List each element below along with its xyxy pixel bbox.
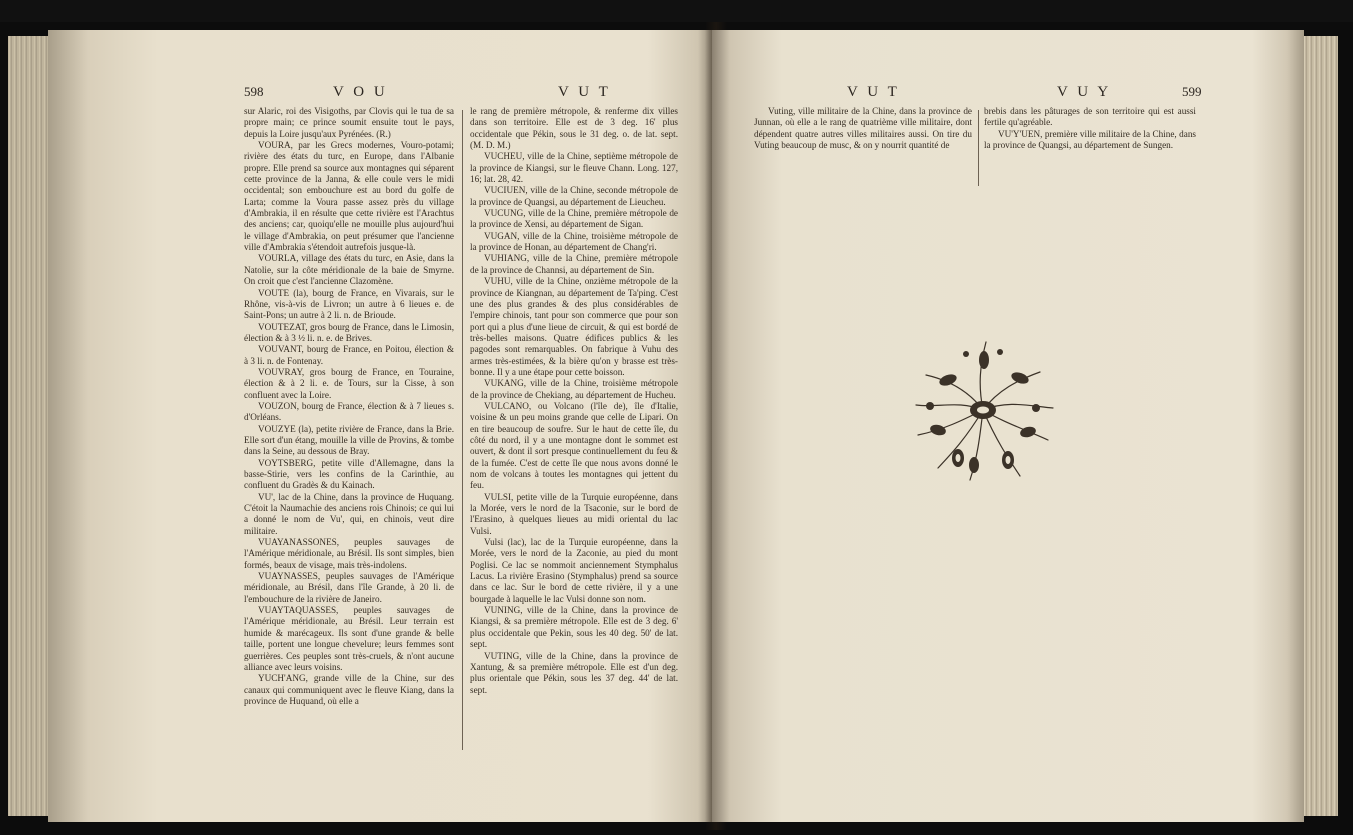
running-head-left: V U T [847, 84, 900, 100]
paragraph: YUCH'ANG, grande ville de la Chine, sur des canaux qui communiquent avec le fleuve Kiang, dans la province de Huquand, où elle a [244, 673, 454, 706]
paragraph: sur Alaric, roi des Visigoths, par Clovis qui le tua de sa propre main; ce prince soumit ensuite tout le pays, depuis la Loire jusqu'aux Pyrénées. (R.) [244, 106, 454, 139]
floral-ornament-icon [908, 330, 1058, 490]
paragraph: VOUTEZAT, gros bourg de France, dans le Limosin, élection & à 3 ½ li. n. e. de Brives. [244, 321, 454, 343]
paragraph: VOURLA, village des états du turc, en Asie, dans la Natolie, sur la côte méridionale de la baie de Smyrne. On croit que c'est l'ancienne Clazomène. [244, 253, 454, 287]
right-page-column-1 [754, 106, 972, 151]
page-number-right: 599 [1182, 84, 1202, 99]
paragraph: VUCHEU, ville de la Chine, septième métropole de la province de Kiangsi, sur le fleuve Chann. Long. 127, 16; lat. 28, 42. [470, 151, 678, 185]
paragraph: VU', lac de la Chine, dans la province de Huquang. C'étoit la Naumachie des anciens rois Chinois; ce qui lui a donné le nom de Vu', qui, en chinois, veut dire militaire. [244, 491, 454, 536]
paragraph: VU'Y'UEN, première ville militaire de la Chine, dans la province de Quangsi, au département de Sungen. [984, 128, 1196, 151]
paragraph: VUGAN, ville de la Chine, troisième métropole de la province de Honan, au département de Chang'ri. [470, 230, 678, 253]
left-page [48, 30, 712, 822]
paragraph: VUHIANG, ville de la Chine, première métropole de la province de Channsi, au département de Sin. [470, 253, 678, 275]
left-page-column-1 [244, 106, 454, 707]
paragraph: VUCIUEN, ville de la Chine, seconde métropole de la province de Quangsi, au département de Lieucheu. [470, 185, 678, 207]
paragraph: VULSI, petite ville de la Turquie européenne, dans la Morée, vers le nord de la Tsaconie, sur le bord de l'Erasino, à quelques lieues au midi oriental du lac Vulsi. [470, 491, 678, 536]
paragraph: VOUTE (la), bourg de France, en Vivarais, sur le Rhône, vis-à-vis de Livron; un autre à 6 lieues e. de Saint-Pons; un autre à 2 li. n. de Brioude. [244, 287, 454, 321]
paragraph: VOUVRAY, gros bourg de France, en Touraine, élection & à 2 li. e. de Tours, sur la Cisse, à son confluent avec la Loire. [244, 366, 454, 400]
right-page-edges [1298, 36, 1338, 816]
paragraph: VOURA, par les Grecs modernes, Vouro-potami; rivière des états du turc, en Europe, dans l'Albanie propre. Elle prend sa source aux montagnes qui séparent cette province de la Janna, & elle coule vers le midi occidental; son embouchure est au bord du golfe de Larta; comme la Voura passe assez près du village d'Ambrakia, il en résulte que cette rivière est l'Arachtus des anciens; car, quoiqu'elle ne mouille plus aujourd'hui le village d'Ambrakia, on peut présumer que l'ancienne ville d'Ambrakia s'étendoit autrefois jusque-là. [244, 140, 454, 253]
top-background [0, 0, 1353, 22]
paragraph: VUHU, ville de la Chine, onzième métropole de la province de Kiangnan, au département de Ta'ping. C'est une des plus grandes & des plus considérables de l'empire chinois, tant pour son commerce que pour son port qui a plus d'une lieue de circuit, & qui est bordé de très-belles maisons. Quatre édifices publics & les pagodes sont remarquables. On fabrique à Vuhu des armes très-estimées, & la bière qu'on y brasse est très-bonne. Il y a une étape pour cette boisson. [470, 276, 678, 377]
running-head-right: V U Y [1057, 84, 1112, 100]
paragraph: VUTING, ville de la Chine, dans la province de Xantung, & sa première métropole. Elle est d'un deg. plus orientale que Pékin, sous les 37 deg. 44' de lat. sept. [470, 650, 678, 695]
paragraph: le rang de première métropole, & renferme dix villes dans son territoire. Elle est de 3 deg. 16' plus occidentale que Pékin, sous le 31 deg. o. de lat. sept. (M. D. M.) [470, 106, 678, 151]
paragraph: VOUZYE (la), petite rivière de France, dans la Brie. Elle sort d'un étang, mouille la ville de Provins, & tombe dans la Seine, au dessous de Bray. [244, 423, 454, 457]
right-page-column-2 [984, 106, 1196, 151]
running-head-right: V U T [558, 84, 611, 100]
paragraph: VULCANO, ou Volcano (l'île de), île d'Italie, voisine & un peu moins grande que celle de Lipari. On en tire beaucoup de soufre. Sur le haut de cette île, du côté du nord, il y a une montagne dont le sommet est ouvert, & dont il sort presque continuellement du feu & de la fumée. C'est de cette île que nous avons donné le nom de volcans à toutes les montagnes qui jettent du feu. [470, 400, 678, 491]
paragraph: VUKANG, ville de la Chine, troisième métropole de la province de Chekiang, au département de Hucheu. [470, 378, 678, 400]
paragraph: Vulsi (lac), lac de la Turquie européenne, dans la Morée, vers le nord de la Zaconie, au pied du mont Poglisi. Ce lac se nommoit anciennement Stymphalus Lacus. La rivière Erasino (Stymphalus) prend sa source dans ce lac. Sur le bord de cette rivière, il y a une bourgade à laquelle le lac Vulsi donne son nom. [470, 537, 678, 604]
paragraph: VOUVANT, bourg de France, en Poitou, élection & à 3 li. n. de Fontenay. [244, 344, 454, 366]
paragraph: VOUZON, bourg de France, élection & à 7 lieues s. d'Orléans. [244, 400, 454, 423]
column-rule [978, 110, 979, 186]
paragraph: VUNING, ville de la Chine, dans la province de Kiangsi, & sa première métropole. Elle est de 3 deg. 6' plus occidentale que Pekin, sous les 40 deg. 50' de lat. sept. [470, 605, 678, 650]
open-book [8, 22, 1345, 830]
paragraph: VOYTSBERG, petite ville d'Allemagne, dans la basse-Stirie, vers les confins de la Carinthie, au confluent du Gradès & du Kainach. [244, 457, 454, 491]
paragraph: VUCUNG, ville de la Chine, première métropole de la province de Xensi, au département de Sigan. [470, 208, 678, 230]
running-head-left: V O U [333, 84, 388, 100]
paragraph: VUAYANASSONES, peuples sauvages de l'Amérique méridionale, au Brésil. Ils sont simples, bien formés, beaux de visage, mais très-indolens. [244, 537, 454, 570]
paragraph: brebis dans les pâturages de son territoire qui est aussi fertile qu'agréable. [984, 106, 1196, 128]
page-number-left: 598 [244, 84, 264, 99]
column-rule [462, 110, 463, 750]
paragraph: VUAYTAQUASSES, peuples sauvages de l'Amérique méridionale, au Brésil. Leur terrain est humide & marécageux. Ils sont d'une grande & belle taille, portent une longue chevelure; leurs femmes sont guerrières. Ces peuples sont très-cruels, & n'ont aucune alliance avec leurs voisins. [244, 605, 454, 672]
left-page-column-2 [470, 106, 678, 696]
paragraph: Vuting, ville militaire de la Chine, dans la province de Junnan, où elle a le rang de quatrième ville militaire, dont dépendent quatre autres villes militaires aussi. On tire du Vuting beaucoup de musc, & on y nourrit quantité de [754, 106, 972, 151]
paragraph: VUAYNASSES, peuples sauvages de l'Amérique méridionale, au Brésil, dans l'île Grande, à 20 li. de l'embouchure de la rivière de Janeiro. [244, 571, 454, 604]
